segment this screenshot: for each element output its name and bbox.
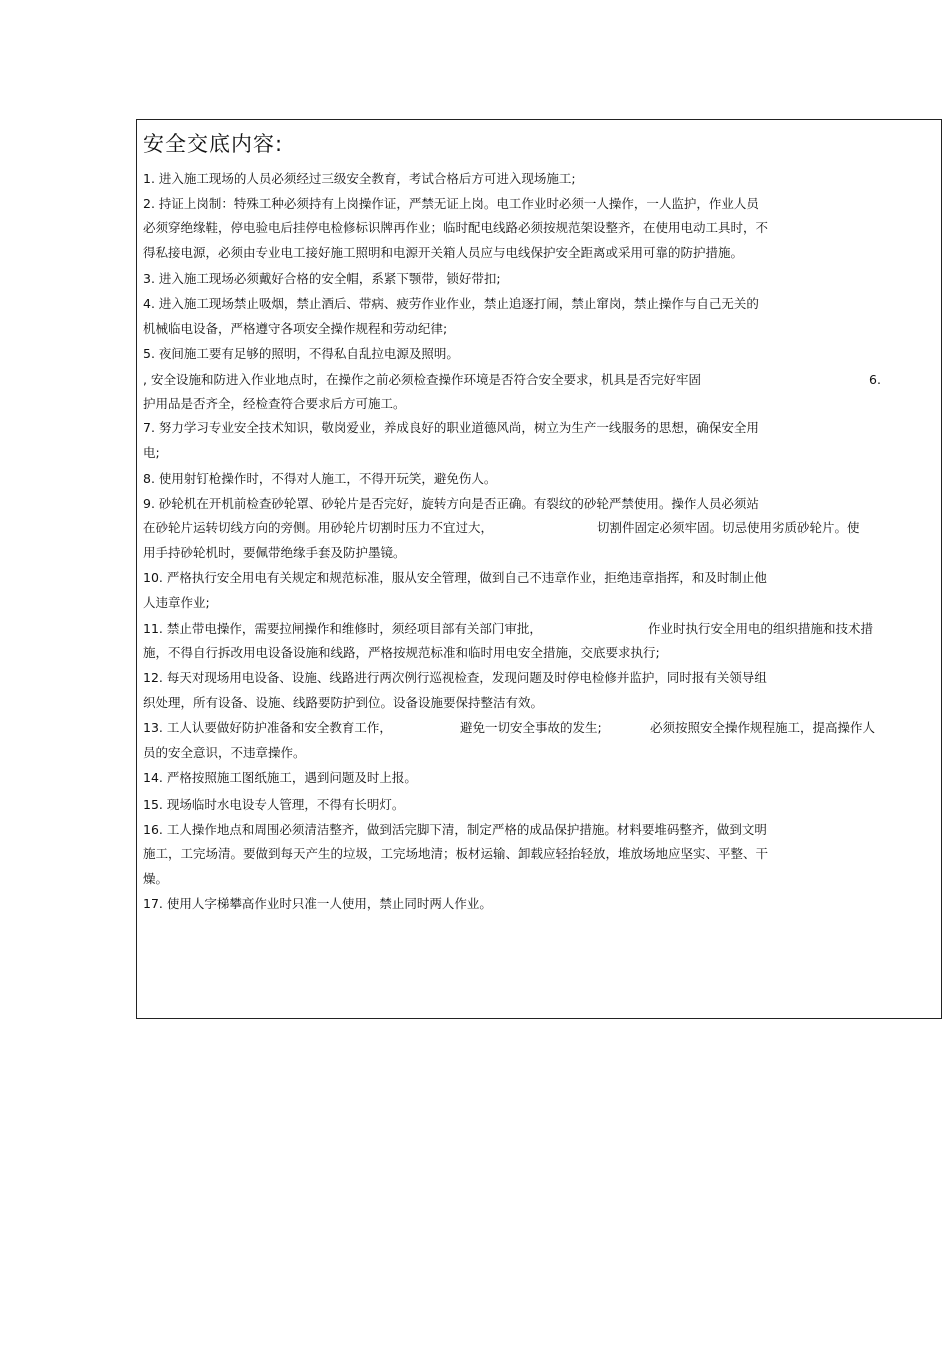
text-line: 10. 严格执行安全用电有关规定和规范标准，服从安全管理，做到自己不违章作业，拒绝违章指挥，和及时制止他: [143, 570, 767, 585]
text-line: 织处理，所有设备、设施、线路要防护到位。设备设施要保持整洁有效。: [143, 695, 544, 710]
text-line: 6.: [869, 372, 881, 387]
text-line: 避免一切安全事故的发生;: [460, 720, 602, 735]
text-line: 4. 进入施工现场禁止吸烟，禁止酒后、带病、疲劳作业作业，禁止追逐打闹，禁止窜岗，禁止操作与自己无关的: [143, 296, 759, 311]
text-line: 17. 使用人字梯攀高作业时只准一人使用，禁止同时两人作业。: [143, 896, 492, 911]
text-line: 15. 现场临时水电设专人管理，不得有长明灯。: [143, 797, 405, 812]
text-line: 得私接电源，必须由专业电工接好施工照明和电源开关箱人员应与电线保护安全距离或采用可靠的防护措施。: [143, 245, 744, 260]
text-line: 1. 进入施工现场的人员必须经过三级安全教育，考试合格后方可进入现场施工;: [143, 171, 576, 186]
text-line: 人违章作业;: [143, 595, 210, 610]
section-title: 安全交底内容:: [143, 132, 284, 156]
text-line: 施工，工完场清。要做到每天产生的垃圾，工完场地清；板材运输、卸载应轻抬轻放，堆放场地应坚实、平整、干: [143, 846, 769, 861]
text-line: 机械临电设备，严格遵守各项安全操作规程和劳动纪律;: [143, 321, 448, 336]
text-line: 施，不得自行拆改用电设备设施和线路，严格按规范标准和临时用电安全措施，交底要求执行;: [143, 645, 660, 660]
text-line: 8. 使用射钉枪操作时，不得对人施工，不得开玩笑，避免伤人。: [143, 471, 497, 486]
text-line: 燥。: [143, 871, 169, 886]
text-line: 7. 努力学习专业安全技术知识，敬岗爱业，养成良好的职业道德风尚，树立为生产一线服务的思想，确保安全用: [143, 420, 759, 435]
text-line: , 安全设施和防进入作业地点时，在操作之前必须检查操作环境是否符合安全要求，机具是否完好牢固: [143, 372, 701, 387]
text-line: 护用品是否齐全，经检查符合要求后方可施工。: [143, 396, 406, 411]
text-line: 员的安全意识，不违章操作。: [143, 745, 306, 760]
text-line: 16. 工人操作地点和周围必须清洁整齐，做到活完脚下清，制定严格的成品保护措施。材料要堆码整齐，做到文明: [143, 822, 767, 837]
text-line: 必须按照安全操作规程施工，提高操作人: [650, 720, 876, 735]
text-line: 14. 严格按照施工图纸施工，遇到问题及时上报。: [143, 770, 417, 785]
text-line: 电;: [143, 445, 160, 460]
text-line: 13. 工人认要做好防护准备和安全教育工作，: [143, 720, 392, 735]
text-line: 11. 禁止带电操作，需要拉闸操作和维修时，须经项目部有关部门审批，: [143, 621, 542, 636]
text-line: 12. 每天对现场用电设备、设施、线路进行两次例行巡视检查，发现问题及时停电检修并监护，同时报有关领导组: [143, 670, 767, 685]
text-line: 5. 夜间施工要有足够的照明，不得私自乱拉电源及照明。: [143, 346, 459, 361]
text-line: 2. 持证上岗制：特殊工种必须持有上岗操作证，严禁无证上岗。电工作业时必须一人操作，一人监护，作业人员: [143, 196, 759, 211]
text-line: 3. 进入施工现场必须戴好合格的安全帽，系紧下颚带，锁好带扣;: [143, 271, 501, 286]
text-line: 9. 砂轮机在开机前检查砂轮罩、砂轮片是否完好，旋转方向是否正确。有裂纹的砂轮严禁使用。操作人员必须站: [143, 496, 759, 511]
text-line: 用手持砂轮机时，要佩带绝缘手套及防护墨镜。: [143, 545, 406, 560]
text-line: 在砂轮片运转切线方向的旁侧。用砂轮片切割时压力不宜过大，: [143, 520, 494, 535]
text-line: 切割件固定必须牢固。切忌使用劣质砂轮片。使: [597, 520, 860, 535]
text-line: 作业时执行安全用电的组织措施和技术措: [648, 621, 874, 636]
text-line: 必须穿绝缘鞋，停电验电后挂停电检修标识牌再作业；临时配电线路必须按规范架设整齐，在使用电动工具时，不: [143, 220, 769, 235]
